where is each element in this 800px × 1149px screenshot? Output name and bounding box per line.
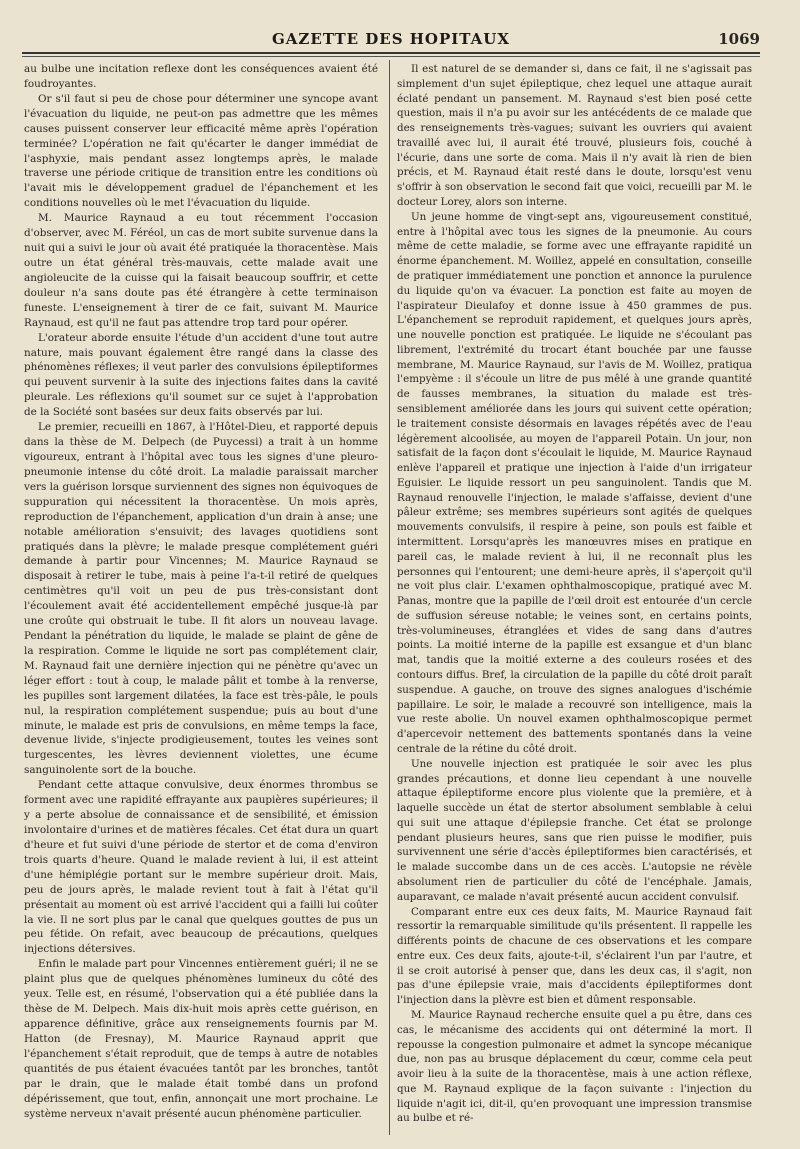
paragraph: L'orateur aborde ensuite l'étude d'un accident d'une tout autre nature, mais pouvant également être rangé dans la classe des phénomènes réflexes; il veut parler des convulsions épileptiformes qui peuvent survenir à la suite des injections faites dans la cavité pleurale. Les réflexions qu'il soumet sur ce sujet à l'approbation de la Société sont basées sur deux faits observés par lui. [24,331,378,419]
paragraph: Enfin le malade part pour Vincennes entièrement guéri; il ne se plaint plus que de quelques phénomènes lumineux du côté des yeux. Telle est, en résumé, l'observation qui a été publiée dans la thèse de M. Delpech. Mais dix-huit mois après cette guérison, en apparence définitive, grâce aux renseignements fournis par M. Hatton (de Fresnay), M. Maurice Raynaud apprit que l'épanchement s'était reproduit, que de temps à autre de notables quantités de pus étaient évacuées tantôt par les bronches, tantôt par le drain, que le malade était tombé dans un profond dépérissement, que tout, enfin, annonçait une mort prochaine. Le système nerveux n'avait présenté aucun phénomène particulier. [24,958,378,1120]
header-rule [22,52,760,54]
paragraph: Un jeune homme de vingt-sept ans, vigoureusement constitué, entre à l'hôpital avec tous les signes de la pneumonie. Au cours même de cette maladie, se forme avec une effrayante rapidité un énorme épanchement. M. Woillez, appelé en consultation, conseille de pratiquer immédiatement une ponction et annonce la purulence du liquide qu'on va évacuer. La ponction est faite au moyen de l'aspirateur Dieulafoy et donne issue à 450 grammes de pus. L'épanchement se reproduit rapidement, et quelques jours après, une nouvelle ponction est pratiquée. Le liquide ne s'écoulant pas librement, l'extrémité du trocart étant bouchée par une fausse membrane, M. Maurice Raynaud, sur l'avis de M. Woillez, pratiqua l'empyème : il s'écoule un litre de pus mêlé à une grande quantité de fausses membranes, la situation du malade est très-sensiblement améliorée dans les jours qui suivent cette opération; le traitement consiste désormais en lavages répétés avec de l'eau légèrement alcoolisée, au moyen de l'appareil Potain. Un jour, non satisfait de la façon dont s'écoulait le liquide, M. Maurice Raynaud enlève l'appareil et pratique une injection à l'aide d'un irrigateur Eguisier. Le liquide ressort un peu sanguinolent. Tandis que M. Raynaud renouvelle l'injection, le malade s'affaisse, devient d'une pâleur extrême; ses membres supérieurs sont agités de quelques mouvements convulsifs, il respire à peine, son pouls est faible et intermittent. Lorsqu'après les manœuvres mises en pratique en pareil cas, le malade revient à lui, il ne reconnaît plus les personnes qui l'entourent; une demi-heure après, il s'aperçoit qu'il ne voit plus clair. L'examen ophthalmoscopique, pratiqué avec M. Panas, montre que la papille de l'œil droit est entourée d'un cercle de suffusion séreuse notable; le veines sont, en certains points, très-volumineuses, étranglées et vides de sang dans d'autres points. La moitié interne de la papille est exsangue et d'un blanc mat, tandis que la moitié externe a des couleurs rosées et des contours diffus. Bref, la circulation de la papille du côté droit paraît suspendue. A gauche, on trouve des signes analogues d'ischémie papillaire. Le soir, le malade a recouvré son intelligence, mais la vue reste abolie. Un nouvel examen ophthalmoscopique permet d'apercevoir nettement des battements spontanés dans la veine centrale de la rétine du côté droit. [397,210,752,755]
page-number: 1069 [718,30,760,48]
column-divider [389,60,390,1135]
paragraph: Comparant entre eux ces deux faits, M. Maurice Raynaud fait ressortir la remarquable similitude qu'ils présentent. Il rappelle les différents points de chacune de ces observations et les compare entre eux. Ces deux faits, ajoute-t-il, s'éclairent l'un par l'autre, et il se croit autorisé à penser que, dans les deux cas, il s'agit, non pas d'une épilepsie vraie, mais d'accidents épileptiformes dont l'injection dans la plèvre est bien et dûment responsable. [397,905,752,1007]
header-rule-thin [22,56,760,57]
page-header [22,26,760,54]
left-column [24,62,378,1137]
paragraph: Or s'il faut si peu de chose pour déterminer une syncope avant l'évacuation du liquide, ne peut-on pas admettre que les mêmes causes puissent conserver leur efficacité même après l'opération terminée? L'opération ne fait qu'écarter le danger immédiat de l'asphyxie, mais pendant assez longtemps après, le malade traverse une période critique de transition entre les conditions où l'avait mis le développement graduel de l'épanchement et les conditions nouvelles où le met l'évacuation du liquide. [24,92,378,210]
paragraph: M. Maurice Raynaud a eu tout récemment l'occasion d'observer, avec M. Féréol, un cas de mort subite survenue dans la nuit qui a suivi le jour où avait été pratiquée la thoracentèse. Mais outre un état général très-mauvais, cette malade avait une angioleucite de la cuisse qui la faisait beaucoup souffrir, et cette douleur n'a sans doute pas été étrangère à cette terminaison funeste. L'enseignement à tirer de ce fait, suivant M. Maurice Raynaud, est qu'il ne faut pas attendre trop tard pour opérer. [24,212,378,329]
paragraph: au bulbe une incitation reflexe dont les conséquences avaient été foudroyantes. [24,63,378,90]
paragraph: Il est naturel de se demander si, dans ce fait, il ne s'agissait pas simplement d'un sujet épileptique, chez lequel une attaque aurait éclaté pendant un pansement. M. Raynaud s'est bien posé cette question, mais il n'a pu avoir sur les antécédents de ce malade que des renseignements très-vagues; suivant les ouvriers qui avaient travaillé avec lui, il aurait été trouvé, plusieurs fois, couché à l'écurie, dans une sorte de coma. Mais il n'y avait là rien de bien précis, et M. Raynaud était resté dans le doute, lorsqu'est venu s'offrir à son observation le second fait que voici, recueilli par M. le docteur Lorey, alors son interne. [397,63,752,209]
paragraph: M. Maurice Raynaud recherche ensuite quel a pu être, dans ces cas, le mécanisme des accidents qui ont déterminé la mort. Il repousse la congestion pulmonaire et admet la syncope mécanique due, non pas au brusque déplacement du cœur, comme cela peut avoir lieu à la suite de la thoracentèse, mais à une action réflexe, que M. Raynaud explique de la façon suivante : l'injection du liquide n'agit ici, dit-il, qu'en provoquant une impression transmise au bulbe et ré- [397,1009,752,1125]
paragraph: Pendant cette attaque convulsive, deux énormes thrombus se forment avec une rapidité effrayante aux paupières supérieures; il y a perte absolue de connaissance et de sensibilité, et émission involontaire d'urines et de matières fécales. Cet état dura un quart d'heure et fut suivi d'une période de stertor et de coma d'environ trois quarts d'heure. Quand le malade revient à lui, il est atteint d'une hémiplégie portant sur le membre supérieur droit. Mais, peu de jours après, le malade revient tout à fait à l'état qu'il présentait au moment où est arrivé l'accident qui a failli lui coûter la vie. Il ne sort plus par le canal que quelques gouttes de pus un peu fétide. On refait, avec beaucoup de précautions, quelques injections détersives. [24,779,378,956]
paragraph: Le premier, recueilli en 1867, à l'Hôtel-Dieu, et rapporté depuis dans la thèse de M. Delpech (de Puycessi) a trait à un homme vigoureux, entrant à l'hôpital avec tous les signes d'une pleuro-pneumonie intense du côté droit. La maladie paraissait marcher vers la guérison lorsque surviennent des signes non équivoques de suppuration qui nécessitent la thoracentèse. Un mois après, reproduction de l'épanchement, application d'un drain à anse; une notable amélioration s'ensuivit; des lavages quotidiens sont pratiqués dans la plèvre; le malade presque complétement guéri demande à partir pour Vincennes; M. Maurice Raynaud se disposait à retirer le tube, mais à peine l'a-t-il retiré de quelques centimètres qu'il voit un peu de pus très-consistant dont l'écoulement avait été accidentellement empêché jusque-là par une croûte qui obstruait le tube. Il fit alors un nouveau lavage. Pendant la pénétration du liquide, le malade se plaint de gêne de la respiration. Comme le liquide ne sort pas complétement clair, M. Raynaud fait une dernière injection qui ne pénètre qu'avec un léger effort : tout à coup, le malade pâlit et tombe à la renverse, les pupilles sont largement dilatées, la face est très-pâle, le pouls nul, la respiration complétement suspendue; puis au bout d'une minute, le malade est pris de convulsions, en même temps la face, devenue livide, s'injecte prodigieusement, toutes les veines sont turgescentes, les lèvres deviennent violettes, une écume sanguinolente sort de la bouche. [24,421,378,777]
running-title: GAZETTE DES HOPITAUX [271,30,510,48]
right-column [397,62,752,1137]
paragraph: Une nouvelle injection est pratiquée le soir avec les plus grandes précautions, et donne lieu cependant à une nouvelle attaque épileptiforme encore plus violente que la première, et à laquelle succède un état de stertor absolument semblable à celui qui suit une attaque d'épilepsie franche. Cet état se prolonge pendant plusieurs heures, sans que rien puisse le modifier, puis survivennent une série d'accès épileptiformes bien caractérisés, et le malade succombe dans un de ces accès. L'autopsie ne révèle absolument rien de particulier du côté de l'encéphale. Jamais, auparavant, ce malade n'avait présenté aucun accident convulsif. [397,757,752,903]
